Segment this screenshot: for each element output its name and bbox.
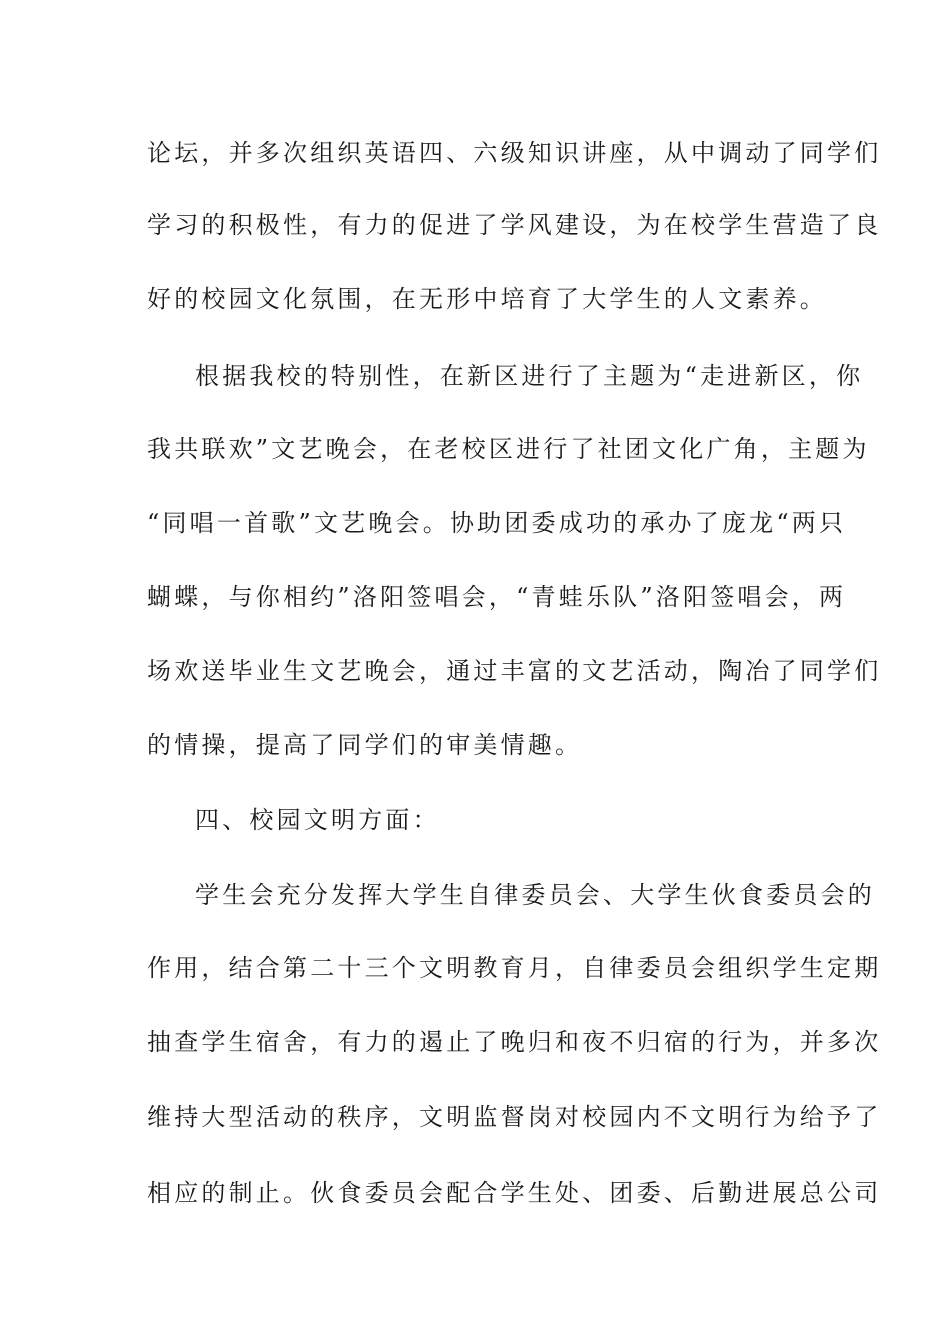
text-line-12: 作用，结合第二十三个文明教育月，自律委员会组织学生定期	[147, 954, 882, 982]
text-line-8: 场欢送毕业生文艺晚会，通过丰富的文艺活动，陶冶了同学们	[147, 657, 882, 685]
paragraph-line-4: 根据我校的特别性，在新区进行了主题为“走进新区，你	[195, 362, 864, 390]
text-line-15: 相应的制止。伙食委员会配合学生处、团委、后勤进展总公司	[147, 1179, 882, 1207]
text-line-3: 好的校园文化氛围，在无形中培育了大学生的人文素养。	[147, 285, 827, 313]
text-line-2: 学习的积极性，有力的促进了学风建设，为在校学生营造了良	[147, 211, 882, 239]
text-line-13: 抽查学生宿舍，有力的遏止了晚归和夜不归宿的行为，并多次	[147, 1028, 882, 1056]
text-line-6: “同唱一首歌”文艺晚会。协助团委成功的承办了庞龙“两只	[147, 509, 847, 537]
text-line-5: 我共联欢”文艺晚会，在老校区进行了社团文化广角，主题为	[147, 435, 870, 463]
text-line-7: 蝴蝶，与你相约”洛阳签唱会，“青蛙乐队”洛阳签唱会，两	[147, 583, 847, 611]
section-heading: 四、校园文明方面：	[195, 806, 440, 834]
text-line-1: 论坛，并多次组织英语四、六级知识讲座，从中调动了同学们	[147, 139, 882, 167]
paragraph-line-11: 学生会充分发挥大学生自律委员会、大学生伙食委员会的	[195, 881, 875, 909]
text-line-14: 维持大型活动的秩序，文明监督岗对校园内不文明行为给予了	[147, 1103, 882, 1131]
text-line-9: 的情操，提高了同学们的审美情趣。	[147, 731, 583, 759]
